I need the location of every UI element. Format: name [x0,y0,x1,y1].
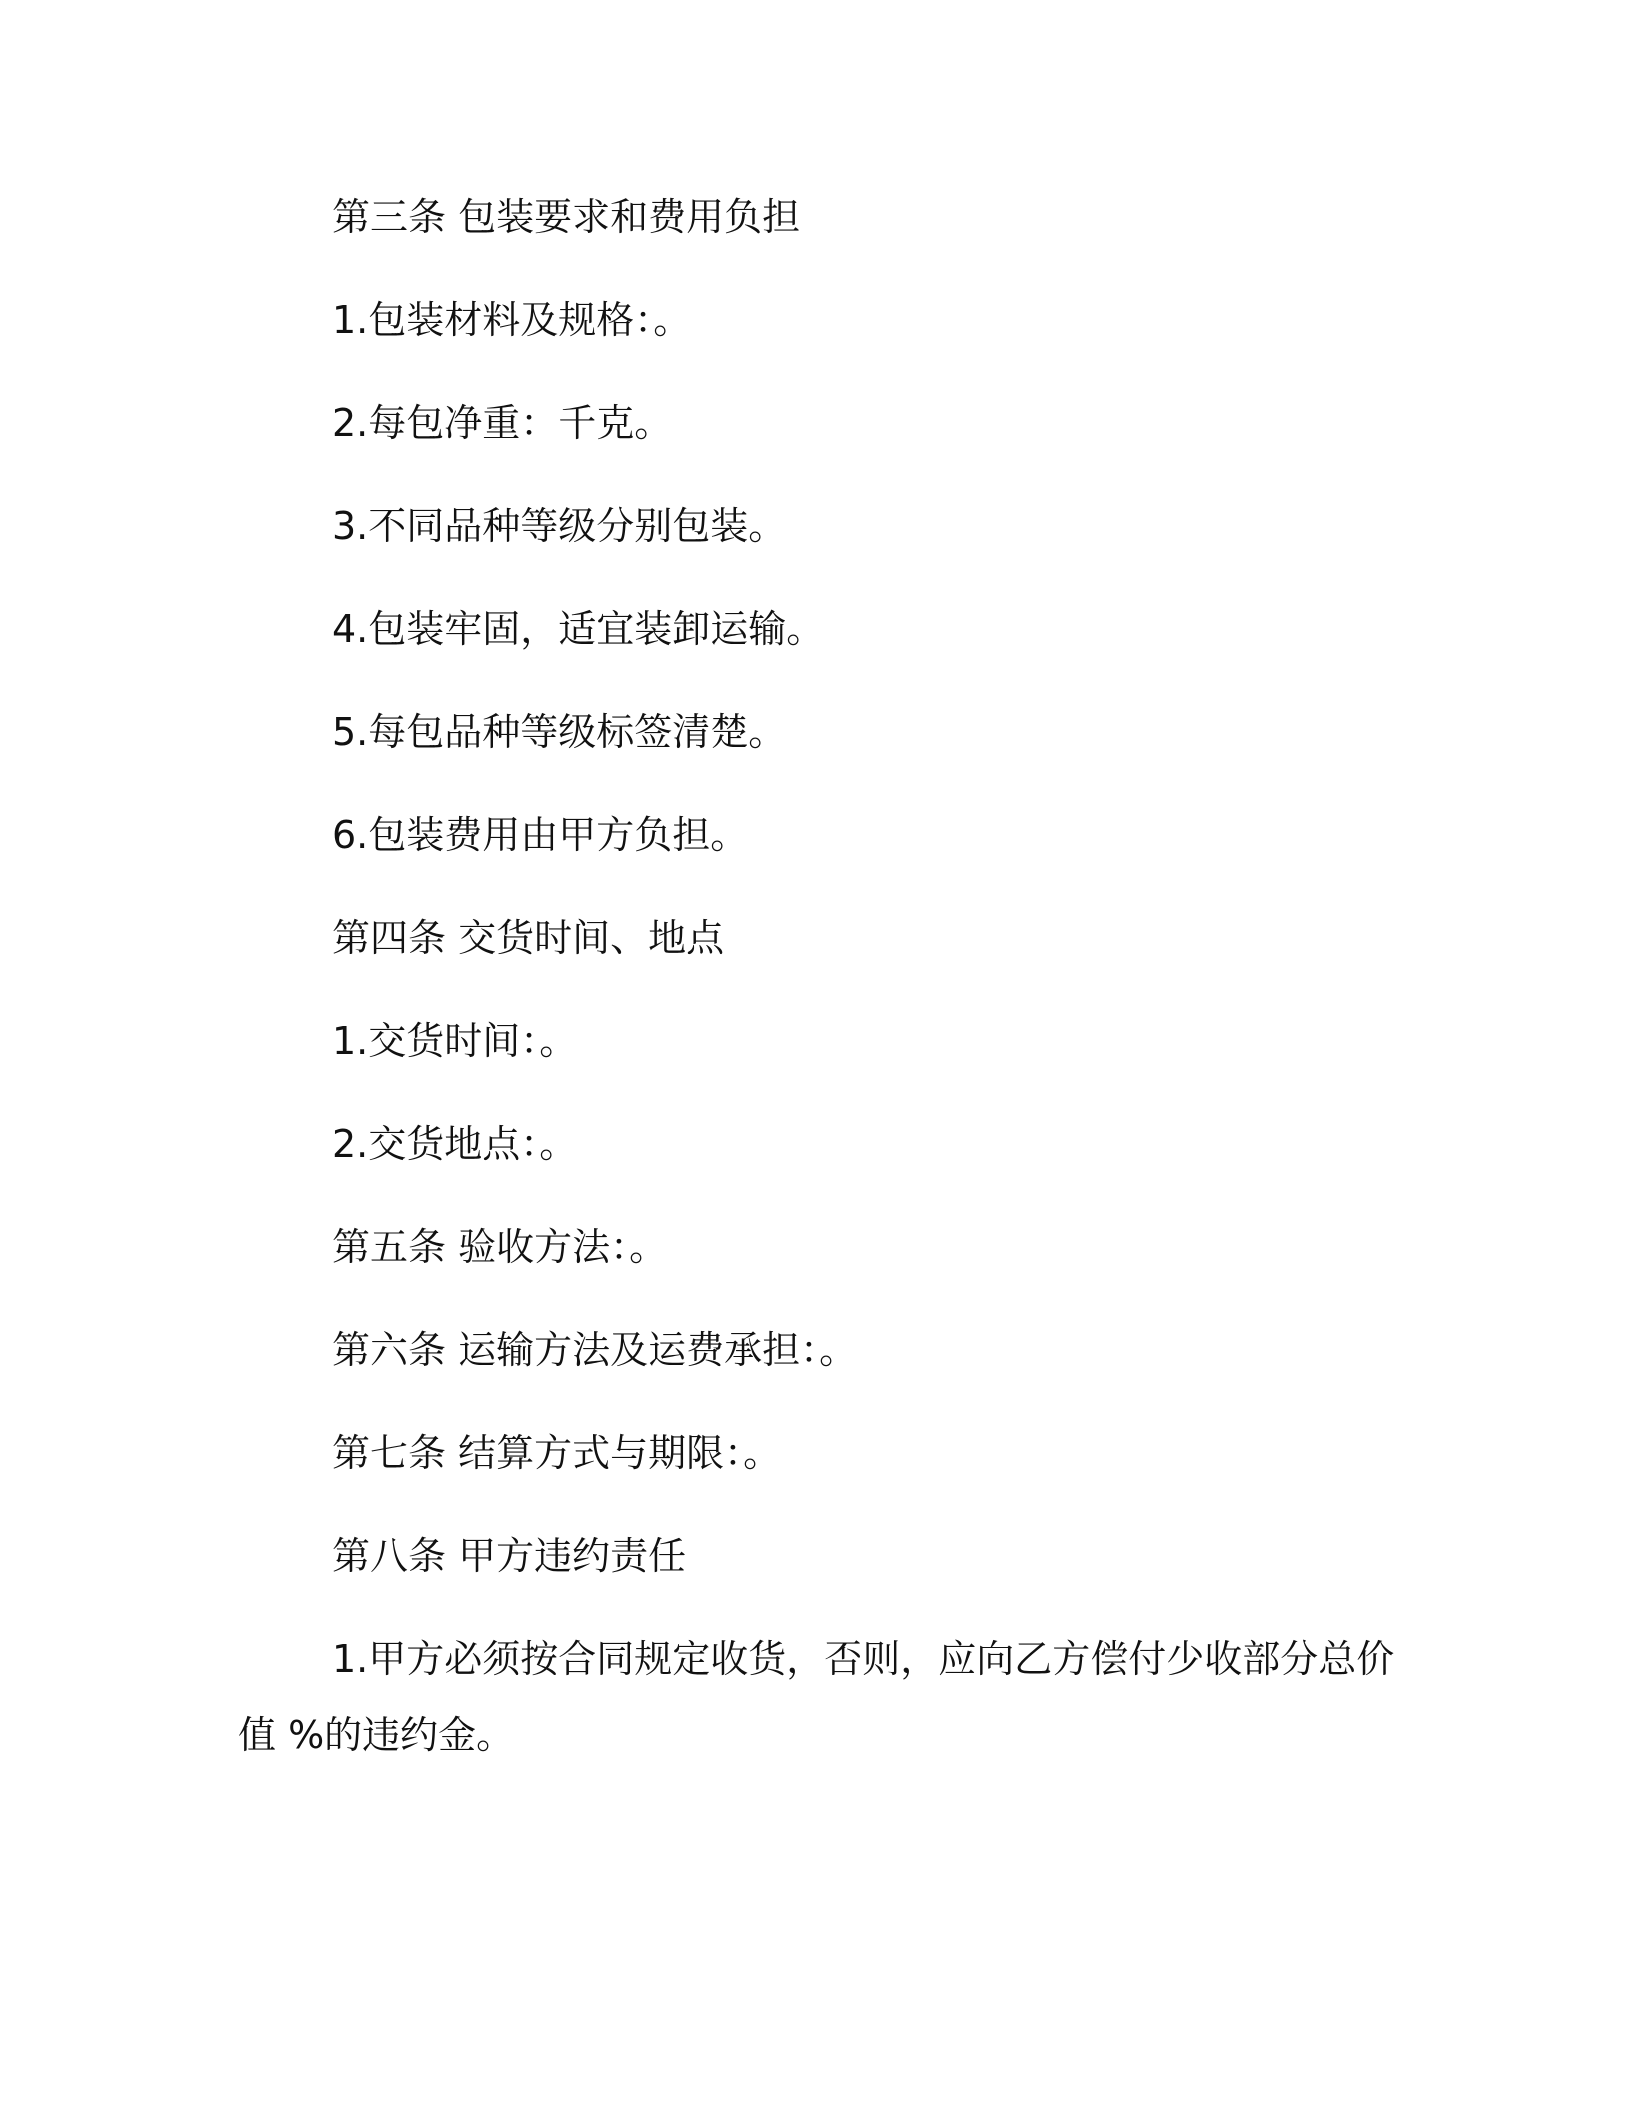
article-3-item-2: 2.每包净重：千克。 [332,401,673,445]
article-3-item-6: 6.包装费用由甲方负担。 [332,813,749,857]
article-4-item-2: 2.交货地点：。 [332,1122,578,1166]
article-3-item-4: 4.包装牢固，适宜装卸运输。 [332,607,825,651]
article-7-heading: 第七条 结算方式与期限：。 [332,1431,782,1475]
article-3-item-1: 1.包装材料及规格：。 [332,298,692,342]
article-8-item-1-continued: 值 %的违约金。 [238,1713,515,1757]
article-4-heading: 第四条 交货时间、地点 [332,916,725,960]
article-3-item-3: 3.不同品种等级分别包装。 [332,504,787,548]
article-3-heading: 第三条 包装要求和费用负担 [332,195,801,239]
article-6-heading: 第六条 运输方法及运费承担：。 [332,1328,858,1372]
article-3-item-5: 5.每包品种等级标签清楚。 [332,710,787,754]
article-5-heading: 第五条 验收方法：。 [332,1225,668,1269]
article-8-heading: 第八条 甲方违约责任 [332,1534,687,1578]
article-8-item-1: 1.甲方必须按合同规定收货，否则，应向乙方偿付少收部分总价 [332,1637,1395,1681]
article-4-item-1: 1.交货时间：。 [332,1019,578,1063]
